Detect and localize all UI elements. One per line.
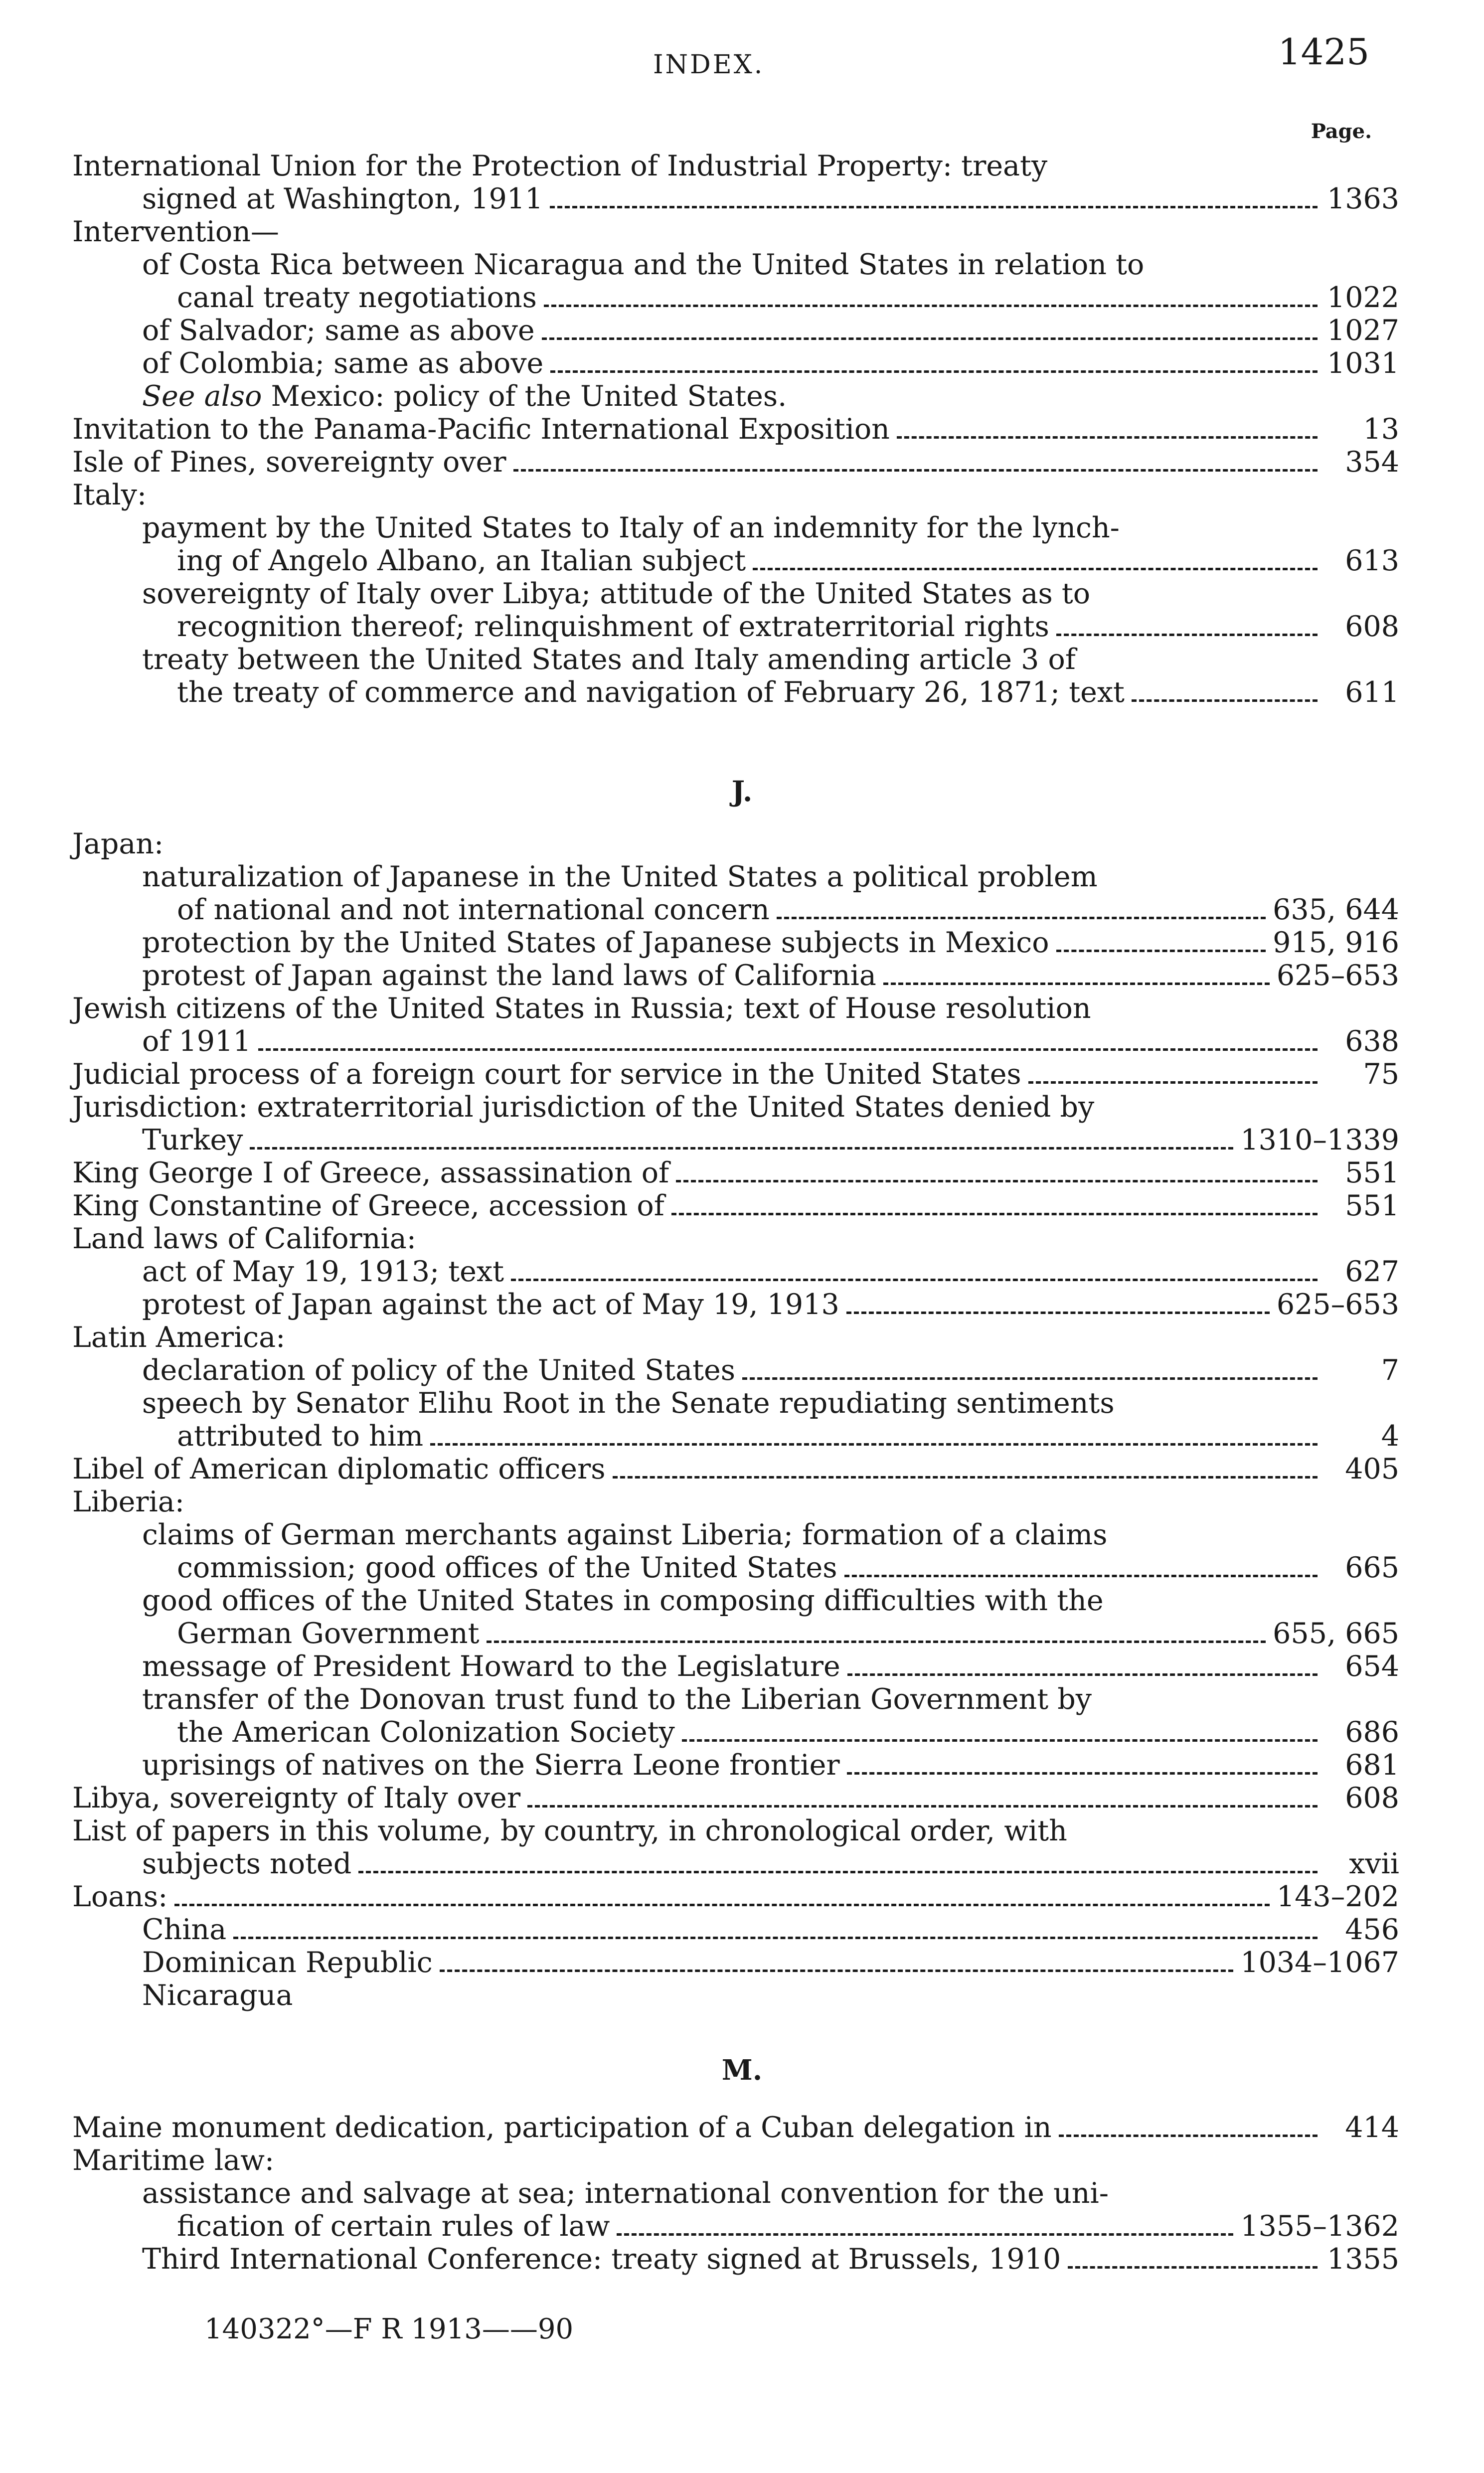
index-subentry xyxy=(72,314,1399,347)
entry-text: good offices of the United States in composing difficulties with the xyxy=(142,1584,1104,1617)
entry-line xyxy=(72,577,1399,610)
leader-dots xyxy=(233,1937,1318,1939)
page-reference: 686 xyxy=(1345,1716,1399,1749)
page-reference: 143–202 xyxy=(1276,1880,1399,1913)
entry-line xyxy=(72,827,1399,860)
entry-line xyxy=(72,248,1399,281)
entry-text: Nicaragua xyxy=(142,1979,293,2012)
index-entry xyxy=(72,1880,1399,1913)
index-entry xyxy=(72,1814,1399,1880)
index-entry xyxy=(72,1485,1399,1518)
index-entry xyxy=(72,2144,1399,2177)
entry-line xyxy=(72,314,1399,347)
entry-text: Mexico: policy of the United States. xyxy=(271,380,787,413)
leader-dots xyxy=(1056,634,1318,636)
leader-dots xyxy=(550,370,1318,373)
leader-dots xyxy=(258,1048,1318,1051)
entry-text: King George I of Greece, assassination of xyxy=(72,1156,669,1189)
entry-line xyxy=(72,959,1399,992)
entry-text: Latin America: xyxy=(72,1321,286,1354)
entry-text: speech by Senator Elihu Root in the Senate repudiating sentiments xyxy=(142,1387,1115,1420)
page-reference: 611 xyxy=(1345,676,1399,709)
leader-dots xyxy=(897,436,1318,439)
leader-dots xyxy=(542,337,1318,340)
entry-line xyxy=(72,860,1399,893)
index-entry xyxy=(72,215,1399,248)
entry-line xyxy=(72,1255,1399,1288)
index-subentry xyxy=(72,2177,1399,2243)
entry-text: Jewish citizens of the United States in Russia; text of House resolution xyxy=(72,992,1091,1025)
entry-text: Isle of Pines, sovereignty over xyxy=(72,446,506,479)
entry-text: ing of Angelo Albano, an Italian subject xyxy=(177,544,746,577)
page-reference: 608 xyxy=(1345,1782,1399,1814)
entry-line xyxy=(72,676,1399,709)
entry-text: subjects noted xyxy=(142,1847,352,1880)
page-reference: 655, 665 xyxy=(1273,1617,1399,1650)
page-reference: 1027 xyxy=(1326,314,1399,347)
letter-heading-m: M. xyxy=(721,2054,763,2087)
entry-line xyxy=(72,1354,1399,1387)
page-reference: 551 xyxy=(1345,1189,1399,1222)
page-reference: 625–653 xyxy=(1276,959,1399,992)
see-also-label: See also xyxy=(142,380,271,413)
page-reference: 1363 xyxy=(1326,182,1399,215)
entry-line xyxy=(72,1946,1399,1979)
entry-text: act of May 19, 1913; text xyxy=(142,1255,504,1288)
leader-dots xyxy=(1056,950,1266,952)
letter-heading-j: J. xyxy=(731,775,753,808)
entry-text: claims of German merchants against Liberia; formation of a claims xyxy=(142,1518,1108,1551)
index-entry xyxy=(72,1156,1399,1189)
entry-line xyxy=(72,1913,1399,1946)
leader-dots xyxy=(544,305,1318,307)
entry-line xyxy=(72,1716,1399,1749)
entry-text: attributed to him xyxy=(177,1420,424,1453)
entry-line xyxy=(72,643,1399,676)
printer-signature: 140322°—F R 1913——90 xyxy=(204,2313,574,2345)
leader-dots xyxy=(613,1476,1318,1479)
leader-dots xyxy=(846,1312,1270,1314)
entry-text: recognition thereof; relinquishment of extraterritorial rights xyxy=(177,610,1049,643)
entry-text: List of papers in this volume, by country, in chronological order, with xyxy=(72,1814,1067,1847)
entry-line xyxy=(72,281,1399,314)
index-subentry xyxy=(72,643,1399,709)
entry-line xyxy=(72,1749,1399,1782)
entry-line xyxy=(72,1518,1399,1551)
entry-text: of 1911 xyxy=(142,1025,251,1058)
leader-dots xyxy=(430,1443,1318,1446)
entry-text: treaty between the United States and Italy amending article 3 of xyxy=(142,643,1076,676)
index-subentry xyxy=(72,1354,1399,1387)
entry-line xyxy=(72,1485,1399,1518)
entry-line xyxy=(72,1584,1399,1617)
entry-text: Third International Conference: treaty signed at Brussels, 1910 xyxy=(142,2243,1061,2276)
entry-text: naturalization of Japanese in the United States a political problem xyxy=(142,860,1098,893)
entry-line xyxy=(72,511,1399,544)
page-reference: 13 xyxy=(1363,413,1399,446)
entry-line xyxy=(72,1551,1399,1584)
leader-dots xyxy=(777,917,1266,919)
page-reference: 4 xyxy=(1381,1420,1399,1453)
entry-text: protection by the United States of Japanese subjects in Mexico xyxy=(142,926,1049,959)
page-column-label: Page. xyxy=(1311,120,1372,143)
entry-line xyxy=(72,1222,1399,1255)
page-reference: 608 xyxy=(1345,610,1399,643)
page-reference: 75 xyxy=(1363,1058,1399,1091)
page-reference: 681 xyxy=(1345,1749,1399,1782)
entry-text: Turkey xyxy=(142,1124,243,1156)
index-entry xyxy=(72,992,1399,1058)
leader-dots xyxy=(440,1970,1234,1972)
entry-line xyxy=(72,1321,1399,1354)
entry-line xyxy=(72,2210,1399,2243)
entry-text: International Union for the Protection of Industrial Property: treaty xyxy=(72,150,1048,182)
entry-line xyxy=(72,446,1399,479)
leader-dots xyxy=(358,1871,1318,1873)
leader-dots xyxy=(250,1147,1233,1150)
leader-dots xyxy=(682,1739,1318,1742)
entry-text: Libel of American diplomatic officers xyxy=(72,1453,606,1485)
page-reference: 1034–1067 xyxy=(1240,1946,1399,1979)
entry-line xyxy=(72,893,1399,926)
entry-line xyxy=(72,610,1399,643)
leader-dots xyxy=(527,1805,1318,1808)
leader-dots xyxy=(511,1279,1318,1281)
entry-text: of Salvador; same as above xyxy=(142,314,535,347)
entry-line xyxy=(72,1156,1399,1189)
page-reference: 665 xyxy=(1345,1551,1399,1584)
index-section-m xyxy=(72,2111,1399,2276)
entry-text: sovereignty of Italy over Libya; attitude of the United States as to xyxy=(142,577,1091,610)
leader-dots xyxy=(847,1772,1318,1775)
entry-text: King Constantine of Greece, accession of xyxy=(72,1189,664,1222)
index-section-j xyxy=(72,827,1399,2012)
entry-text: of national and not international concern xyxy=(177,893,770,926)
index-subentry xyxy=(72,2243,1399,2276)
page-reference: 654 xyxy=(1345,1650,1399,1683)
leader-dots xyxy=(550,206,1318,208)
index-subentry xyxy=(72,380,1399,413)
index-entry xyxy=(72,1091,1399,1156)
leader-dots xyxy=(1028,1081,1318,1084)
index-subentry xyxy=(72,248,1399,314)
page-reference: 1355 xyxy=(1326,2243,1399,2276)
entry-line xyxy=(72,1025,1399,1058)
entry-text: Liberia: xyxy=(72,1485,184,1518)
index-entry xyxy=(72,1058,1399,1091)
entry-line xyxy=(72,1814,1399,1847)
entry-text: the American Colonization Society xyxy=(177,1716,675,1749)
index-subentry xyxy=(72,577,1399,643)
page-reference: 1022 xyxy=(1326,281,1399,314)
entry-text: Jurisdiction: extraterritorial jurisdiction of the United States denied by xyxy=(72,1091,1095,1124)
page-reference: 456 xyxy=(1345,1913,1399,1946)
entry-text: Invitation to the Panama-Pacific International Exposition xyxy=(72,413,890,446)
entry-line xyxy=(72,479,1399,511)
entry-text: payment by the United States to Italy of an indemnity for the lynch- xyxy=(142,511,1120,544)
page-reference: 613 xyxy=(1345,544,1399,577)
entry-text: fication of certain rules of law xyxy=(177,2210,610,2243)
entry-line xyxy=(72,1782,1399,1814)
page-reference: 354 xyxy=(1345,446,1399,479)
entry-text: commission; good offices of the United States xyxy=(177,1551,837,1584)
entry-line xyxy=(72,2111,1399,2144)
index-subentry xyxy=(72,1913,1399,1946)
index-subentry xyxy=(72,1255,1399,1288)
index-section-i xyxy=(72,150,1399,709)
index-subentry xyxy=(72,860,1399,926)
index-subentry xyxy=(72,1584,1399,1650)
index-entry xyxy=(72,1782,1399,1814)
page-reference: 405 xyxy=(1345,1453,1399,1485)
entry-text: Libya, sovereignty of Italy over xyxy=(72,1782,521,1814)
entry-line xyxy=(72,215,1399,248)
entry-text: canal treaty negotiations xyxy=(177,281,537,314)
entry-text: Loans: xyxy=(72,1880,168,1913)
entry-text: Dominican Republic xyxy=(142,1946,433,1979)
entry-line xyxy=(72,1091,1399,1124)
entry-line xyxy=(72,347,1399,380)
leader-dots xyxy=(617,2233,1233,2236)
entry-text: Japan: xyxy=(72,827,164,860)
index-entry xyxy=(72,2111,1399,2144)
entry-line xyxy=(72,1453,1399,1485)
entry-text: declaration of policy of the United States xyxy=(142,1354,735,1387)
entry-line xyxy=(72,1650,1399,1683)
entry-line xyxy=(72,2177,1399,2210)
page-reference: 627 xyxy=(1345,1255,1399,1288)
entry-text: Italy: xyxy=(72,479,147,511)
page-reference: 915, 916 xyxy=(1273,926,1399,959)
page-reference: 638 xyxy=(1345,1025,1399,1058)
index-subentry xyxy=(72,1288,1399,1321)
running-head: INDEX. xyxy=(653,50,765,80)
page-reference: 635, 644 xyxy=(1273,893,1399,926)
entry-text: protest of Japan against the act of May 19, 1913 xyxy=(142,1288,839,1321)
leader-dots xyxy=(883,983,1270,985)
entry-text: Intervention— xyxy=(72,215,279,248)
entry-text: of Costa Rica between Nicaragua and the United States in relation to xyxy=(142,248,1145,281)
entry-line xyxy=(72,1288,1399,1321)
page-reference: 1031 xyxy=(1326,347,1399,380)
page-number: 1425 xyxy=(1278,31,1369,73)
index-subentry xyxy=(72,959,1399,992)
entry-line xyxy=(72,150,1399,182)
entry-text: of Colombia; same as above xyxy=(142,347,544,380)
entry-text: China xyxy=(142,1913,227,1946)
entry-line xyxy=(72,380,1399,413)
page-reference: 414 xyxy=(1345,2111,1399,2144)
entry-text: Maine monument dedication, participation of a Cuban delegation in xyxy=(72,2111,1052,2144)
leader-dots xyxy=(847,1673,1318,1676)
index-subentry xyxy=(72,926,1399,959)
index-entry xyxy=(72,413,1399,446)
entry-text: protest of Japan against the land laws of California xyxy=(142,959,876,992)
index-entry xyxy=(72,1222,1399,1255)
entry-text: the treaty of commerce and navigation of February 26, 1871; text xyxy=(177,676,1125,709)
entry-text: assistance and salvage at sea; international convention for the uni- xyxy=(142,2177,1109,2210)
index-subentry xyxy=(72,1387,1399,1453)
index-subentry xyxy=(72,1518,1399,1584)
index-entry xyxy=(72,1189,1399,1222)
leader-dots xyxy=(844,1575,1318,1577)
index-subentry xyxy=(72,1650,1399,1683)
entry-line xyxy=(72,992,1399,1025)
index-entry xyxy=(72,827,1399,860)
entry-line xyxy=(72,2144,1399,2177)
entry-line xyxy=(72,1683,1399,1716)
leader-dots xyxy=(1132,699,1318,702)
entry-text: transfer of the Donovan trust fund to the Liberian Government by xyxy=(142,1683,1092,1716)
entry-line xyxy=(72,1617,1399,1650)
leader-dots xyxy=(174,1904,1270,1906)
leader-dots xyxy=(753,568,1318,570)
page-reference: 1355–1362 xyxy=(1240,2210,1399,2243)
index-subentry xyxy=(72,1979,1399,2012)
entry-text: German Government xyxy=(177,1617,480,1650)
entry-line xyxy=(72,1847,1399,1880)
entry-line xyxy=(72,544,1399,577)
index-entry xyxy=(72,479,1399,511)
page-reference: xvii xyxy=(1349,1847,1399,1880)
entry-line xyxy=(72,1058,1399,1091)
page-reference: 1310–1339 xyxy=(1240,1124,1399,1156)
entry-line xyxy=(72,2243,1399,2276)
entry-line xyxy=(72,182,1399,215)
page-reference: 625–653 xyxy=(1276,1288,1399,1321)
entry-line xyxy=(72,1189,1399,1222)
leader-dots xyxy=(513,469,1318,472)
leader-dots xyxy=(671,1213,1318,1215)
leader-dots xyxy=(1059,2135,1318,2137)
entry-text: Land laws of California: xyxy=(72,1222,416,1255)
entry-line xyxy=(72,926,1399,959)
index-subentry xyxy=(72,1749,1399,1782)
entry-text: uprisings of natives on the Sierra Leone frontier xyxy=(142,1749,840,1782)
entry-line xyxy=(72,413,1399,446)
entry-text: Maritime law: xyxy=(72,2144,275,2177)
entry-line xyxy=(72,1880,1399,1913)
entry-line xyxy=(72,1387,1399,1420)
entry-text: Judicial process of a foreign court for service in the United States xyxy=(72,1058,1021,1091)
index-entry xyxy=(72,150,1399,215)
index-entry xyxy=(72,446,1399,479)
index-subentry xyxy=(72,1683,1399,1749)
page-reference: 551 xyxy=(1345,1156,1399,1189)
page-reference: 7 xyxy=(1381,1354,1399,1387)
entry-line xyxy=(72,1420,1399,1453)
entry-line xyxy=(72,1124,1399,1156)
entry-text: message of President Howard to the Legislature xyxy=(142,1650,840,1683)
index-entry xyxy=(72,1321,1399,1354)
leader-dots xyxy=(742,1377,1318,1380)
leader-dots xyxy=(676,1180,1318,1182)
index-subentry xyxy=(72,1946,1399,1979)
index-subentry xyxy=(72,347,1399,380)
index-entry xyxy=(72,1453,1399,1485)
entry-text: signed at Washington, 1911 xyxy=(142,182,543,215)
leader-dots xyxy=(1068,2266,1318,2269)
entry-line xyxy=(72,1979,1399,2012)
index-subentry xyxy=(72,511,1399,577)
leader-dots xyxy=(487,1641,1266,1643)
